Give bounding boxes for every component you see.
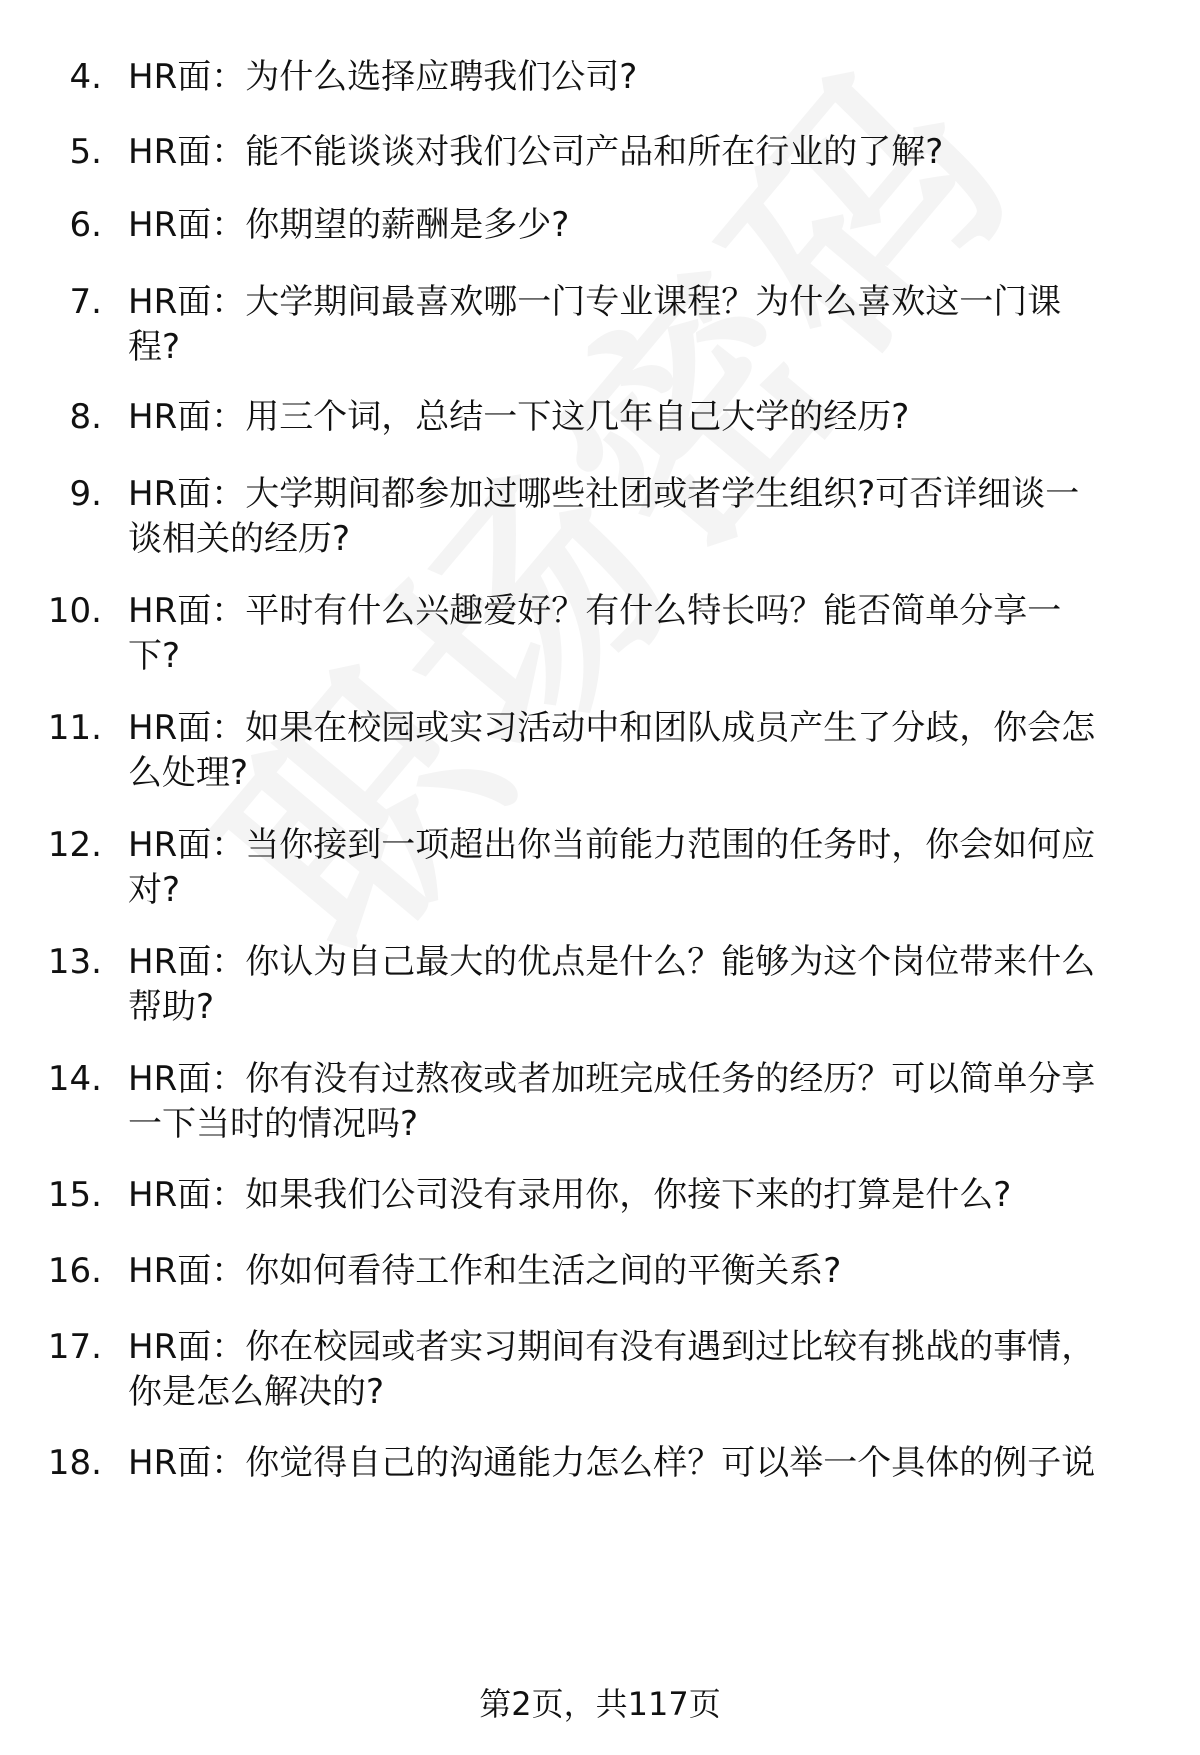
question-number: 13. <box>47 942 102 982</box>
question-number: 14. <box>47 1059 102 1099</box>
question-number: 11. <box>47 708 102 748</box>
question-text-line: HR面：大学期间都参加过哪些社团或者学生组织?可否详细谈一 <box>128 474 1080 514</box>
question-text-line: HR面：你认为自己最大的优点是什么？能够为这个岗位带来什么 <box>128 942 1096 982</box>
question-number: 15. <box>47 1175 102 1215</box>
question-text-line: HR面：你如何看待工作和生活之间的平衡关系? <box>128 1251 842 1291</box>
question-text-line: HR面：为什么选择应聘我们公司? <box>128 57 638 97</box>
question-number: 5. <box>69 132 102 172</box>
question-text-line: 帮助? <box>128 987 215 1027</box>
question-number: 12. <box>47 825 102 865</box>
question-text-line: HR面：你在校园或者实习期间有没有遇到过比较有挑战的事情， <box>128 1327 1096 1367</box>
page-footer: 第2页，共117页 <box>479 1685 721 1723</box>
question-text-line: 一下当时的情况吗? <box>128 1104 419 1144</box>
question-number: 18. <box>47 1443 102 1483</box>
question-text-line: 谈相关的经历? <box>128 519 351 559</box>
question-number: 6. <box>69 205 102 245</box>
question-text-line: 下? <box>128 636 181 676</box>
question-text-line: HR面：能不能谈谈对我们公司产品和所在行业的了解? <box>128 132 944 172</box>
question-text-line: HR面：如果在校园或实习活动中和团队成员产生了分歧，你会怎 <box>128 708 1096 748</box>
question-text-line: HR面：你觉得自己的沟通能力怎么样？可以举一个具体的例子说 <box>128 1443 1096 1483</box>
question-text-line: HR面：用三个词，总结一下这几年自己大学的经历? <box>128 397 910 437</box>
question-text-line: 对? <box>128 870 181 910</box>
question-number: 10. <box>47 591 102 631</box>
question-number: 7. <box>69 282 102 322</box>
question-text-line: HR面：当你接到一项超出你当前能力范围的任务时，你会如何应 <box>128 825 1096 865</box>
question-text-line: 么处理? <box>128 753 249 793</box>
question-text-line: HR面：平时有什么兴趣爱好？有什么特长吗？能否简单分享一 <box>128 591 1062 631</box>
question-text-line: 你是怎么解决的? <box>128 1372 385 1412</box>
question-text-line: HR面：你有没有过熬夜或者加班完成任务的经历？可以简单分享 <box>128 1059 1096 1099</box>
question-text-line: HR面：你期望的薪酬是多少? <box>128 205 570 245</box>
question-text-line: 程? <box>128 327 181 367</box>
question-number: 9. <box>69 474 102 514</box>
question-number: 16. <box>47 1251 102 1291</box>
question-number: 8. <box>69 397 102 437</box>
question-number: 17. <box>47 1327 102 1367</box>
question-text-line: HR面：大学期间最喜欢哪一门专业课程？为什么喜欢这一门课 <box>128 282 1062 322</box>
question-number: 4. <box>69 57 102 97</box>
question-text-line: HR面：如果我们公司没有录用你，你接下来的打算是什么? <box>128 1175 1012 1215</box>
